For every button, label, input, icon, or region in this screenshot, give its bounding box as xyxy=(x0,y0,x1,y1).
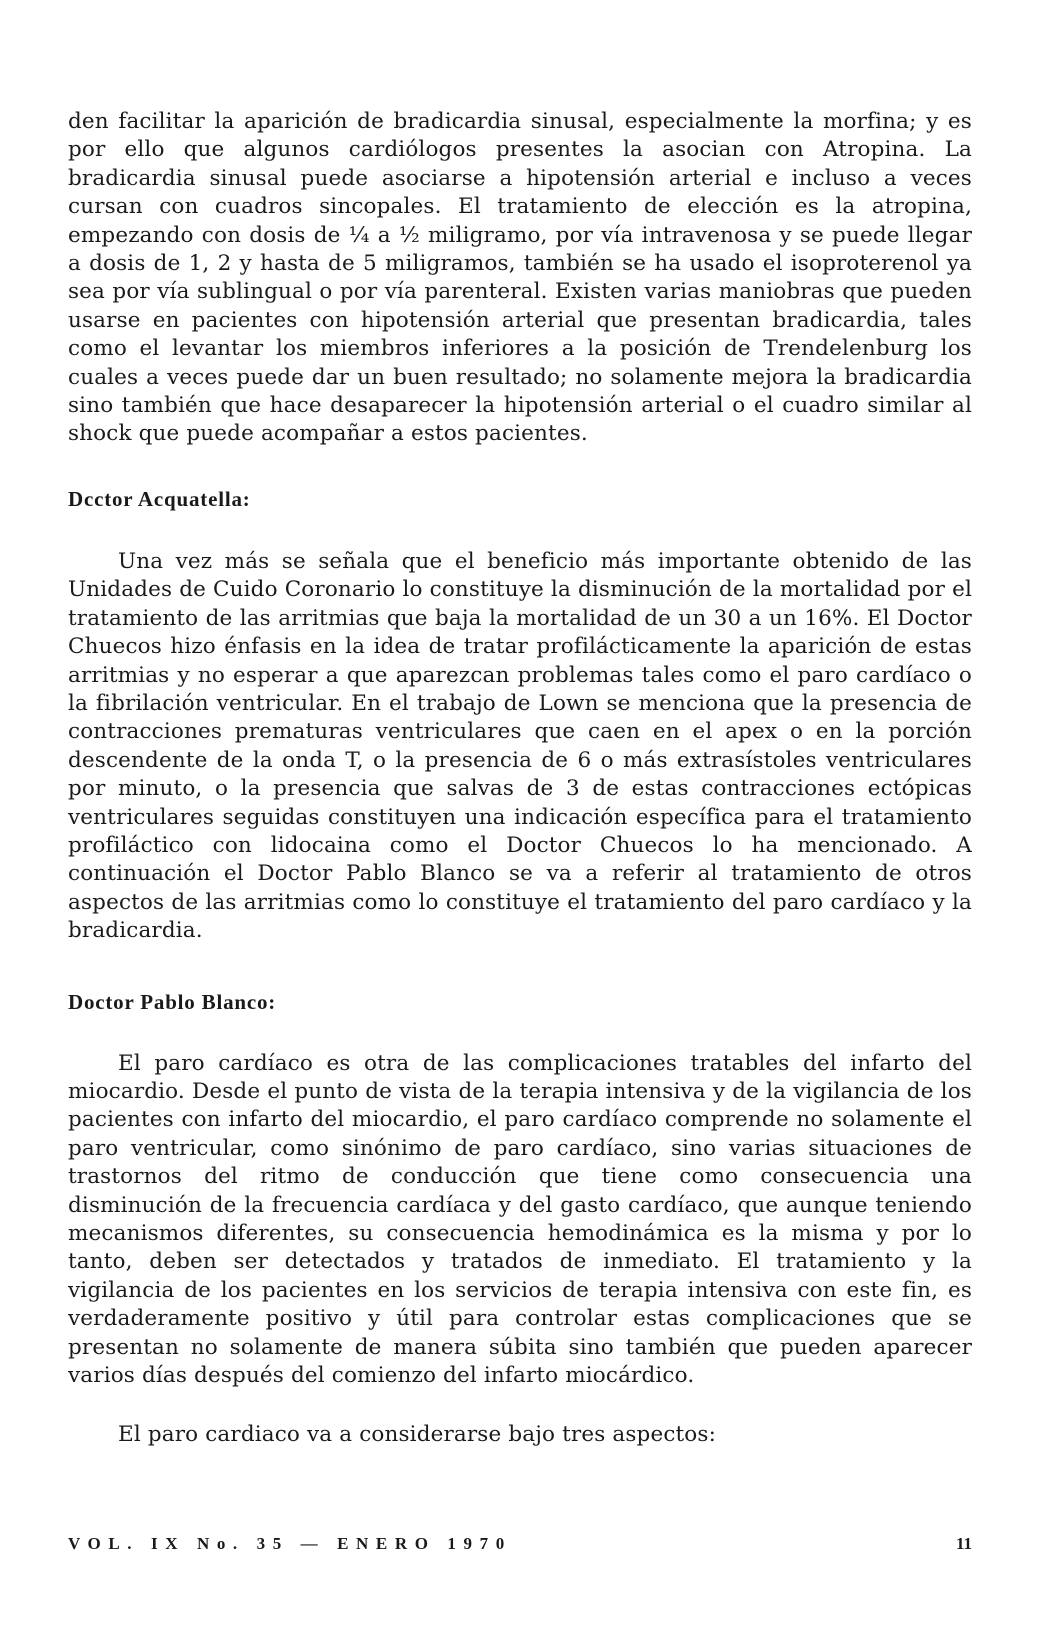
paragraph-closing: El paro cardiaco va a considerarse bajo tres aspectos: xyxy=(118,1422,716,1448)
speaker-heading-acquatella: Dcctor Acquatella: xyxy=(68,486,251,511)
paragraph-continuation: den facilitar la aparición de bradicardia sinusal, especialmente la morfina; y es por ello que algunos cardiólogos presentes la asocian con Atropina. La bradicardia sinusal puede asociarse a hipotensión arterial e incluso a veces cursan con cuadros sincopales. El tratamiento de elección es la atropina, empezando con dosis de ¼ a ½ miligramo, por vía intravenosa y se puede llegar a dosis de 1, 2 y hasta de 5 miligramos, también se ha usado el isoproterenol ya sea por vía sublingual o por vía parenteral. Existen varias maniobras que pueden usarse en pacientes con hipotensión arterial que presentan bradicardia, tales como el levantar los miembros inferiores a la posición de Trendelenburg los cuales a veces puede dar un buen resultado; no solamente mejora la bradicardia sino también que hace desaparecer la hipotensión arterial o el cuadro similar al shock que puede acompañar a estos pacientes. xyxy=(68,109,972,447)
page-body xyxy=(68,108,972,1450)
paragraph-acquatella: Una vez más se señala que el beneficio más importante obtenido de las Unidades de Cuido Coronario lo constituye la disminución de la mortalidad por el tratamiento de las arritmias que baja la mortalidad de un 30 a un 16%. El Doctor Chuecos hizo énfasis en la idea de tratar profilácticamente la aparición de estas arritmias y no esperar a que aparezcan problemas tales como el paro cardíaco o la fibrilación ventricular. En el trabajo de Lown se menciona que la presencia de contracciones prematuras ventriculares que caen en el apex o en la porción descendente de la onda T, o la presencia de 6 o más extrasístoles ventriculares por minuto, o la presencia que salvas de 3 de estas contracciones ectópicas ventriculares seguidas constituyen una indicación específica para el tratamiento profiláctico con lidocaina como el Doctor Chuecos lo ha mencionado. A continuación el Doctor Pablo Blanco se va a referir al tratamiento de otros aspectos de las arritmias como lo constituye el tratamiento del paro cardíaco y la bradicardia. xyxy=(68,548,972,944)
page-number: 11 xyxy=(955,1534,972,1553)
speaker-heading-blanco: Doctor Pablo Blanco: xyxy=(68,989,277,1014)
page-footer xyxy=(68,1534,972,1560)
journal-reference: VOL. IX No. 35 — ENERO 1970 xyxy=(68,1534,512,1553)
paragraph-blanco: El paro cardíaco es otra de las complicaciones tratables del infarto del miocardio. Desde el punto de vista de la terapia intensiva y de la vigilancia de los pacientes con infarto del miocardio, el paro cardíaco comprende no solamente el paro ventricular, como sinónimo de paro cardíaco, sino varias situaciones de trastornos del ritmo de conducción que tiene como consecuencia una disminución de la frecuencia cardíaca y del gasto cardíaco, que aunque teniendo mecanismos diferentes, su consecuencia hemodinámica es la misma y por lo tanto, deben ser detectados y tratados de inmediato. El tratamiento y la vigilancia de los pacientes en los servicios de terapia intensiva con este fin, es verdaderamente positivo y útil para controlar estas complicaciones que se presentan no solamente de manera súbita sino también que pueden aparecer varios días después del comienzo del infarto miocárdico. xyxy=(68,1050,972,1389)
